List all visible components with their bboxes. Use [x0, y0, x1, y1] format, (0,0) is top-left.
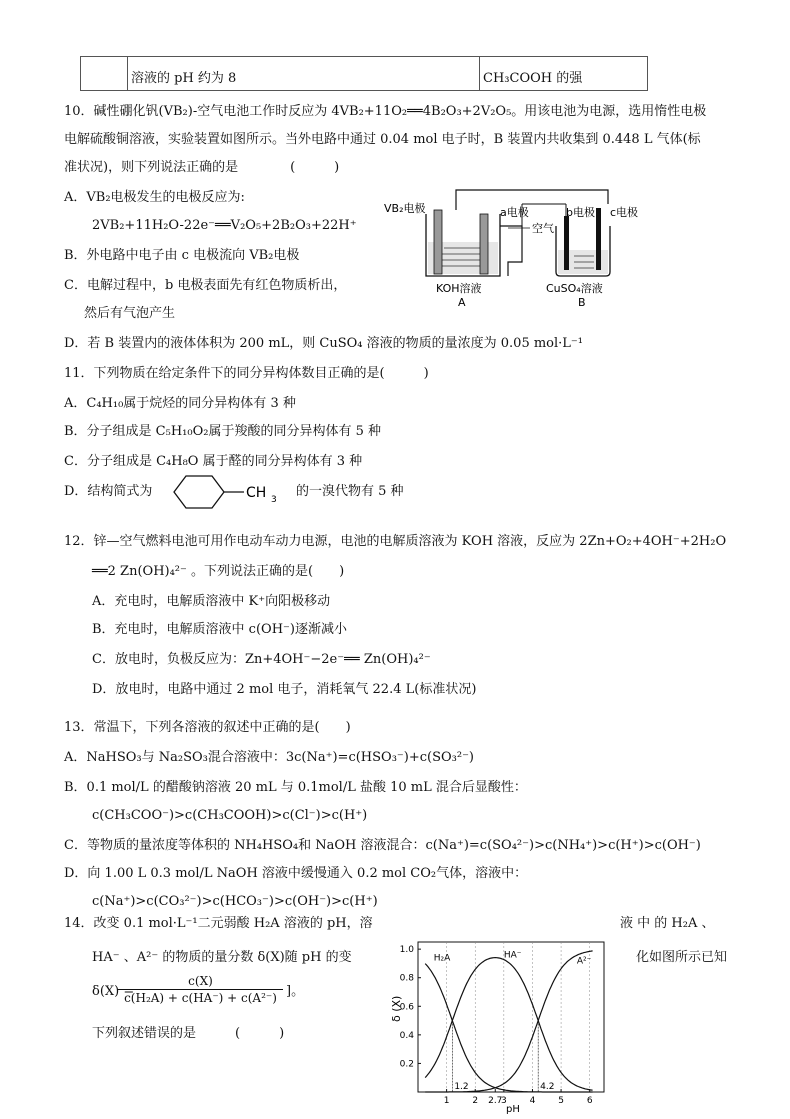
a-electrode-label: a电极: [500, 206, 529, 219]
annotation-label: 4.2: [540, 1082, 555, 1092]
q14-line2-left: HA⁻ 、A²⁻ 的物质的量分数 δ(X)随 pH 的变: [92, 950, 352, 965]
air-label: 空气: [532, 222, 554, 235]
q11-option-d-suffix: 的一溴代物有 5 种: [296, 484, 404, 499]
series-label-3: A²⁻: [576, 956, 592, 967]
cell-b-label: B: [578, 296, 586, 309]
q12-option-c: C．放电时，负极反应为：Zn+4OH⁻−2e⁻══ Zn(OH)₄²⁻: [92, 652, 431, 667]
x-tick-label: 6: [586, 1096, 593, 1106]
y-tick-label: 0.8: [399, 973, 414, 984]
q10-option-a-equation: 2VB₂+11H₂O-22e⁻══V₂O₅+2B₂O₃+22H⁺: [92, 218, 357, 233]
series-label-1: H₂A: [433, 953, 451, 964]
table-cell-empty: [81, 57, 128, 90]
q14-fraction: [118, 974, 283, 1005]
y-tick-label: 1.0: [399, 945, 414, 956]
q10-line2: 电解硫酸铜溶液，实验装置如图所示。当外电路中通过 0.04 mol 电子时，B 装置内共收集到 0.448 L 气体(标: [64, 132, 701, 147]
c-electrode-label: c电极: [610, 206, 639, 219]
c-electrode: [596, 208, 601, 270]
methyl-label: CH: [246, 485, 267, 501]
q12-option-b: B．充电时，电解质溶液中 c(OH⁻)逐渐减小: [92, 622, 347, 637]
x-tick-label: 5: [558, 1096, 564, 1106]
x-tick-label: 3: [500, 1096, 507, 1106]
series-line-3: [425, 951, 592, 1092]
q13-option-d-cont: c(Na⁺)>c(CO₃²⁻)>c(HCO₃⁻)>c(OH⁻)>c(H⁺): [92, 894, 378, 909]
q14-fraction-tail: ]。: [286, 984, 305, 999]
y-tick-label: 0.6: [399, 1002, 414, 1013]
q13-option-b-cont: c(CH₃COO⁻)>c(CH₃COOH)>c(Cl⁻)>c(H⁺): [92, 808, 368, 823]
b-electrode: [564, 216, 569, 270]
table-row: [80, 56, 648, 91]
q14-fraction-denominator: c(H₂A) + c(HA⁻) + c(A²⁻): [124, 991, 277, 1005]
q12-line1: 12．锌—空气燃料电池可用作电动车动力电源，电池的电解质溶液为 KOH 溶液，反应为 2Zn+O₂+4OH⁻+2H₂O: [64, 534, 727, 549]
q14-delta-lhs: δ(X) =: [92, 984, 135, 999]
table-cell-right: CH₃COOH 的强: [483, 71, 583, 86]
q11-option-a: A．C₄H₁₀属于烷烃的同分异构体有 3 种: [64, 396, 296, 411]
cyclohexane-ring-icon: [174, 476, 224, 508]
methylcyclohexane-structure: [170, 472, 285, 512]
cuso4-solution-label: CuSO₄溶液: [546, 282, 603, 295]
vb2-electrode-label: VB₂电极: [384, 202, 426, 215]
x-tick-label: 1: [443, 1096, 450, 1106]
table-cell-mid: 溶液的 pH 约为 8: [127, 57, 480, 90]
b-electrode-label: b电极: [566, 206, 595, 219]
q10-option-a: A．VB₂电极发生的电极反应为:: [64, 190, 245, 205]
chart-series-labels: [434, 951, 592, 967]
q11-option-d-prefix: D．结构简式为: [64, 484, 153, 499]
species-fraction-chart: [384, 936, 614, 1116]
q10-option-c: C．电解过程中，b 电极表面先有红色物质析出，: [64, 278, 347, 293]
a-electrode: [480, 214, 488, 274]
x-tick-label: 4: [529, 1096, 536, 1106]
x-tick-label: 2.7: [488, 1096, 503, 1106]
q12-option-d: D．放电时，电路中通过 2 mol 电子，消耗氧气 22.4 L(标准状况): [92, 682, 477, 697]
q14-fraction-numerator: c(X): [188, 974, 213, 988]
q13-stem: 13．常温下，下列各溶液的叙述中正确的是( ): [64, 720, 351, 735]
chart-y-axis-label: δ (X): [390, 995, 403, 1022]
q12-line2: ══2 Zn(OH)₄²⁻ 。下列说法正确的是( ): [92, 564, 345, 579]
electrolysis-apparatus-figure: [380, 186, 650, 312]
y-tick-label: 0.4: [399, 1030, 414, 1041]
koh-solution-label: KOH溶液: [436, 282, 482, 295]
chart-gridlines: [447, 942, 590, 1092]
q11-stem: 11．下列物质在给定条件下的同分异构体数目正确的是( ): [64, 366, 429, 381]
air-tube: [500, 226, 522, 276]
chart-x-axis-label: pH: [506, 1104, 520, 1115]
vb2-electrode: [434, 210, 442, 274]
q11-option-b: B．分子组成是 C₅H₁₀O₂属于羧酸的同分异构体有 5 种: [64, 424, 382, 439]
q10-option-b: B．外电路中电子由 c 电极流向 VB₂电极: [64, 248, 300, 263]
q13-option-d: D．向 1.00 L 0.3 mol/L NaOH 溶液中缓慢通入 0.2 mol CO₂气体，溶液中：: [64, 866, 528, 881]
q10-option-c-cont: 然后有气泡产生: [84, 306, 176, 321]
series-line-2: [425, 958, 592, 1091]
q14-line1-right: 液 中 的 H₂A 、: [620, 916, 715, 931]
q14-line1-left: 14．改变 0.1 mol·L⁻¹二元弱酸 H₂A 溶液的 pH，溶: [64, 916, 373, 931]
series-label-2: HA⁻: [503, 950, 522, 961]
chart-curves: [425, 951, 592, 1092]
q14-ask: 下列叙述错误的是 ( ): [92, 1026, 285, 1041]
q13-option-c: C．等物质的量浓度等体积的 NH₄HSO₄和 NaOH 溶液混合：c(Na⁺)=c(SO₄²⁻)>c(NH₄⁺)>c(H⁺)>c(OH⁻): [64, 838, 701, 853]
q12-option-a: A．充电时，电解质溶液中 K⁺向阳极移动: [92, 594, 331, 609]
q13-option-b: B．0.1 mol/L 的醋酸钠溶液 20 mL 与 0.1mol/L 盐酸 10 mL 混合后显酸性：: [64, 780, 527, 795]
q10-line1: 10．碱性硼化钒(VB₂)-空气电池工作时反应为 4VB₂+11O₂══4B₂O₃+2V₂O₅。用该电池为电源，选用惰性电极: [64, 104, 707, 119]
q10-line3: 准状况)，则下列说法正确的是 ( ): [64, 160, 340, 175]
y-tick-label: 0.2: [399, 1059, 414, 1070]
q13-option-a: A．NaHSO₃与 Na₂SO₃混合溶液中：3c(Na⁺)=c(HSO₃⁻)+c(SO₃²⁻): [64, 750, 475, 765]
q14-line2-right: 化如图所示已知: [636, 950, 728, 965]
x-tick-label: 2: [472, 1096, 479, 1106]
methyl-subscript: 3: [271, 495, 277, 505]
annotation-label: 1.2: [454, 1082, 469, 1092]
q10-option-d: D．若 B 装置内的液体体积为 200 mL，则 CuSO₄ 溶液的物质的量浓度为 0.05 mol·L⁻¹: [64, 336, 583, 351]
cell-a-label: A: [458, 296, 466, 309]
chart-annotations: [452, 1021, 554, 1092]
q11-option-c: C．分子组成是 C₄H₈O 属于醛的同分异构体有 3 种: [64, 454, 363, 469]
